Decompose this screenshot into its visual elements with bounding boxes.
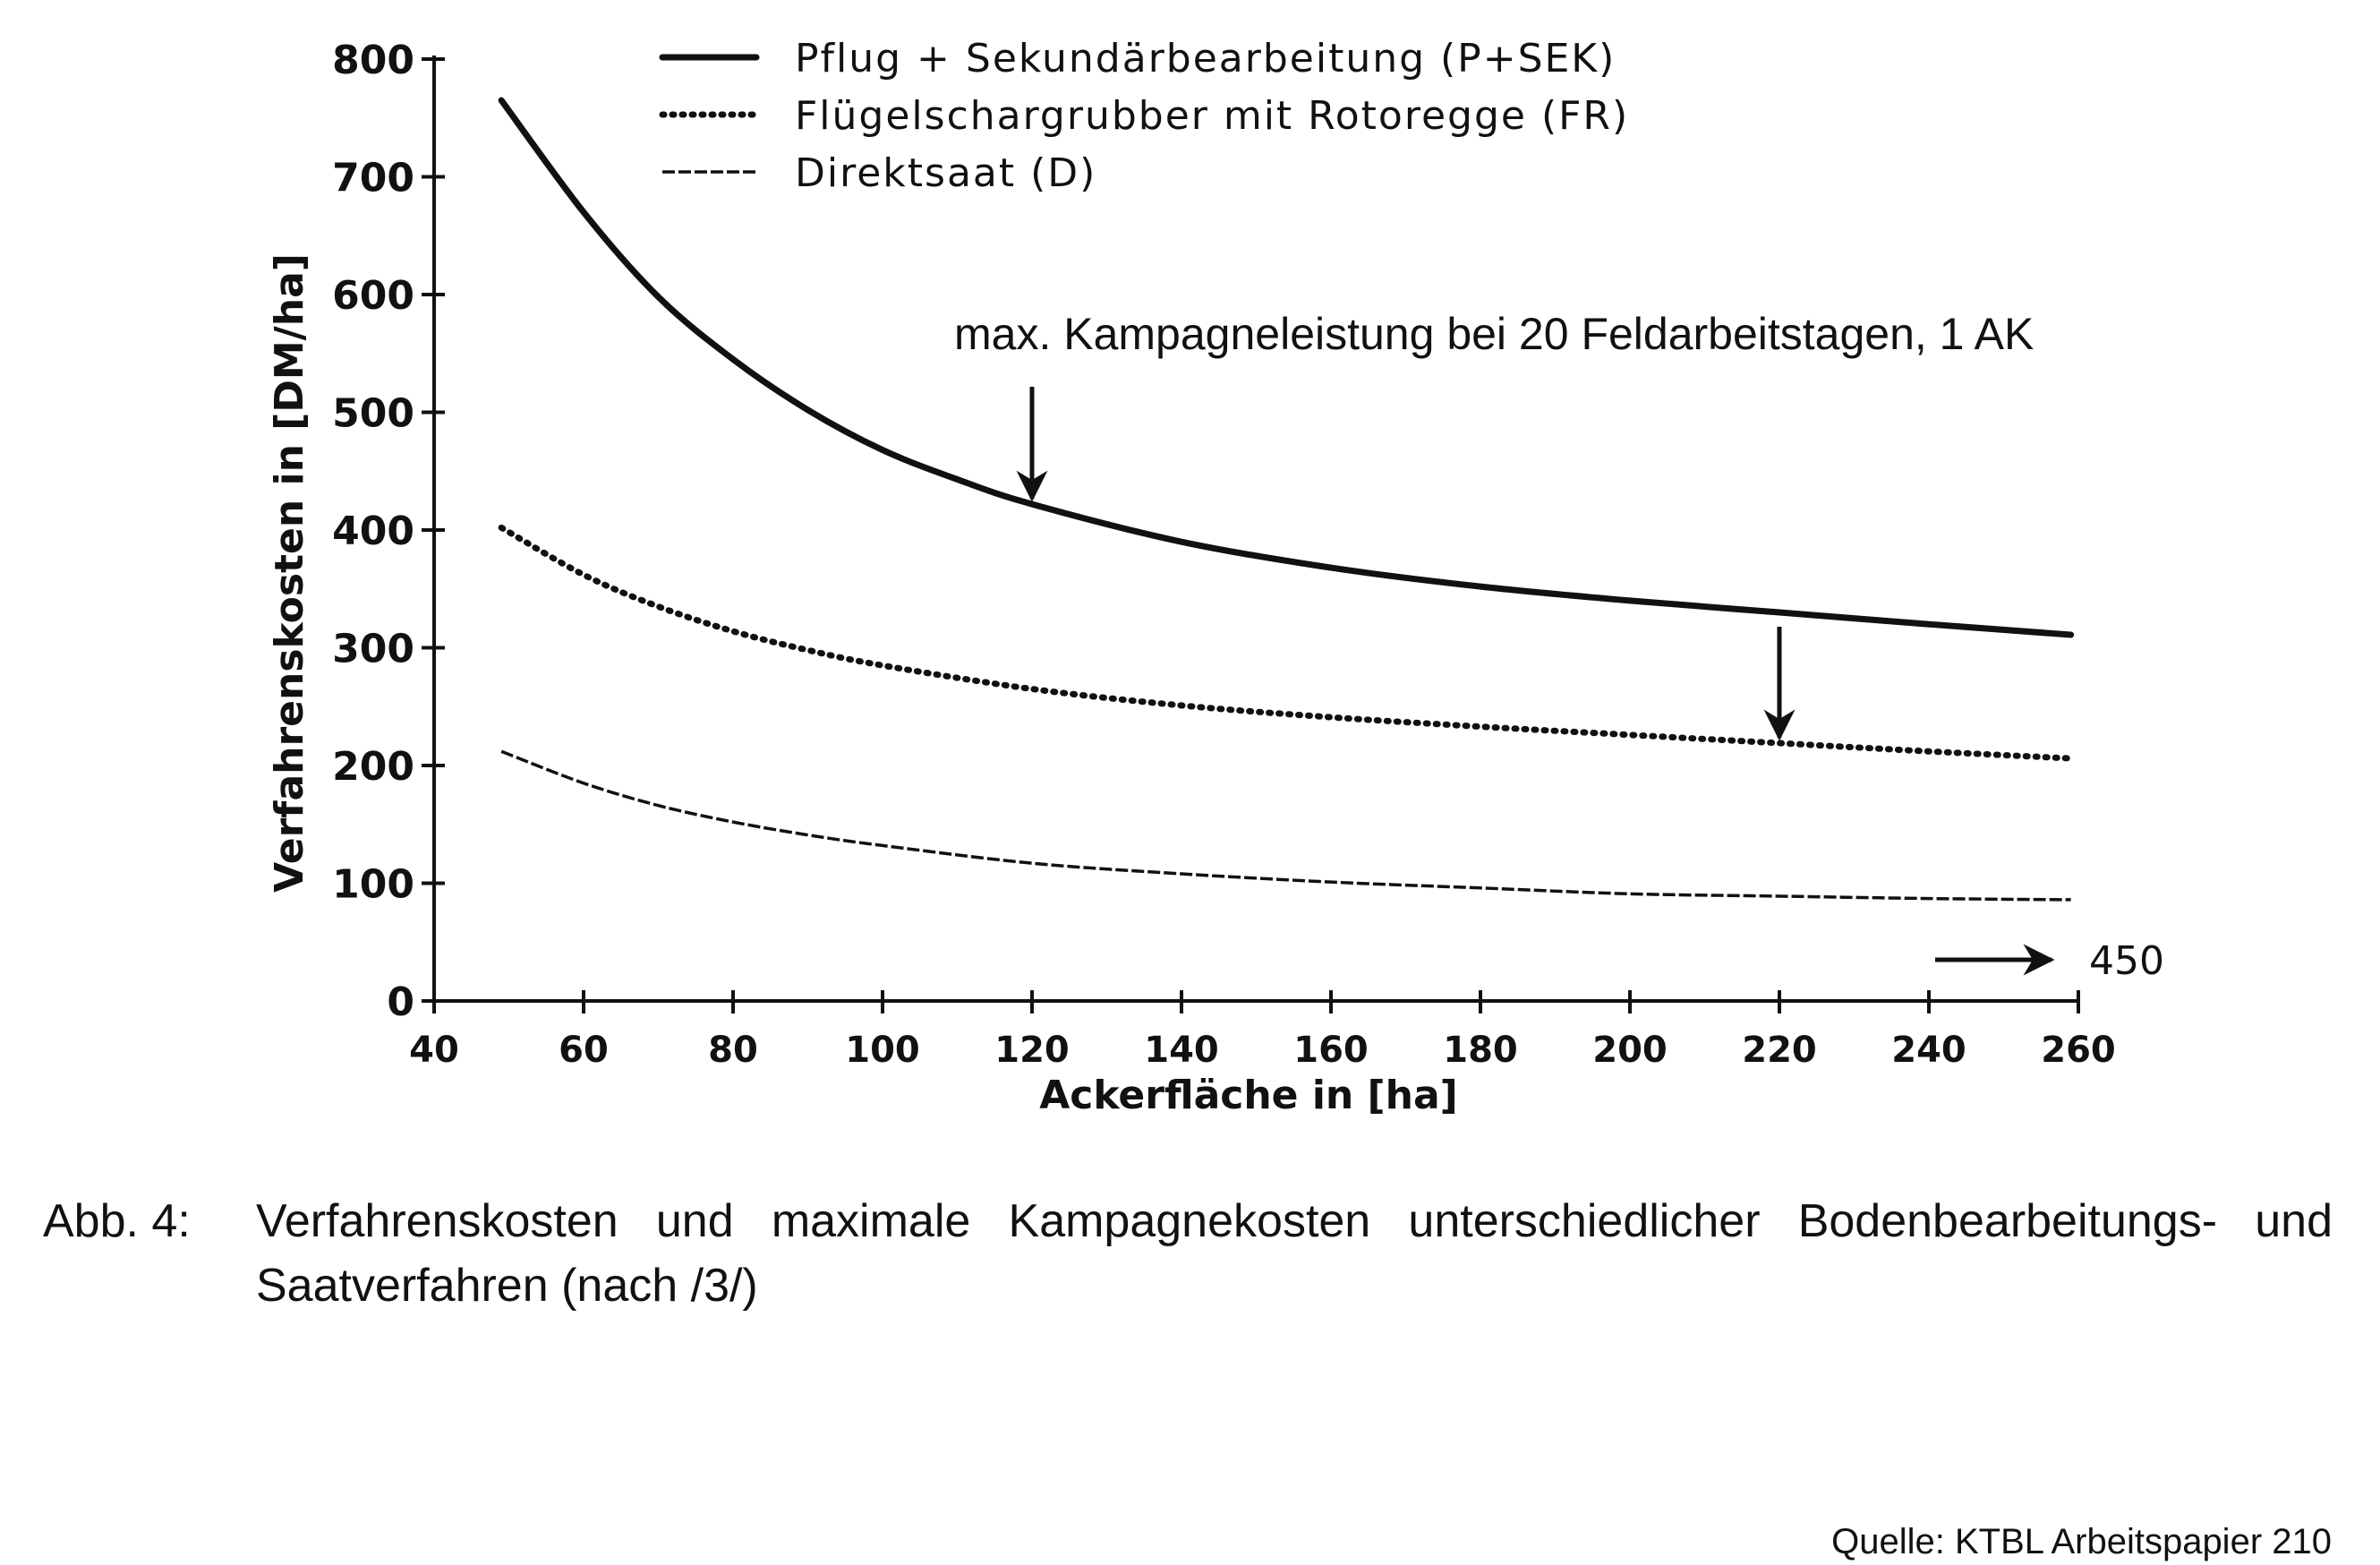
y-tick-label-100: 100 [332,861,414,908]
x-tick-label-240: 240 [1891,1030,1966,1071]
x-tick-label-100: 100 [845,1030,920,1071]
y-tick-label-0: 0 [387,979,414,1025]
x-tick-label-200: 200 [1592,1030,1668,1071]
annotation-text: max. Kampagneleistung bei 20 Feldarbeitstagen, 1 AK [954,309,2035,359]
y-tick-label-300: 300 [332,626,414,672]
x-tick-label-140: 140 [1144,1030,1219,1071]
offscale-label: 450 [2089,937,2164,984]
series-line-0 [501,100,2070,635]
y-tick-label-700: 700 [332,155,414,201]
y-tick-label-600: 600 [332,273,414,319]
x-tick-label-120: 120 [994,1030,1070,1071]
series-lines [501,100,2071,900]
caption-text: Verfahrenskosten und maximale Kampagnekosten unterschiedlicher Bodenbearbeitungs- und Saatverfahren (nach /3/) [256,1195,2333,1312]
x-tick-label-160: 160 [1293,1030,1369,1071]
x-tick-label-220: 220 [1742,1030,1817,1071]
ticks [332,38,2116,1071]
y-axis-label: Verfahrenskosten in [DM/ha] [267,253,312,893]
x-tick-label-40: 40 [409,1030,459,1071]
x-axis-label: Ackerfläche in [ha] [1039,1073,1458,1118]
x-tick-label-80: 80 [708,1030,758,1071]
y-tick-label-800: 800 [332,38,414,83]
legend-label-2: Direktsaat (D) [795,150,1097,196]
y-tick-label-200: 200 [332,744,414,790]
x-tick-label-260: 260 [2041,1030,2116,1071]
legend-label-1: Flügelschargrubber mit Rotoregge (FR) [795,93,1630,139]
axes [434,56,2078,1001]
y-tick-label-500: 500 [332,390,414,437]
legend [662,36,1629,196]
x-tick-label-60: 60 [559,1030,609,1071]
caption-number: Abb. 4: [43,1195,191,1247]
legend-label-0: Pflug + Sekundärbearbeitung (P+SEK) [795,36,1617,81]
series-line-2 [501,751,2070,900]
y-tick-label-400: 400 [332,509,414,554]
source-note: Quelle: KTBL Arbeitspapier 210 [1831,1522,2332,1561]
x-tick-label-180: 180 [1443,1030,1518,1071]
annotations [954,309,2164,984]
